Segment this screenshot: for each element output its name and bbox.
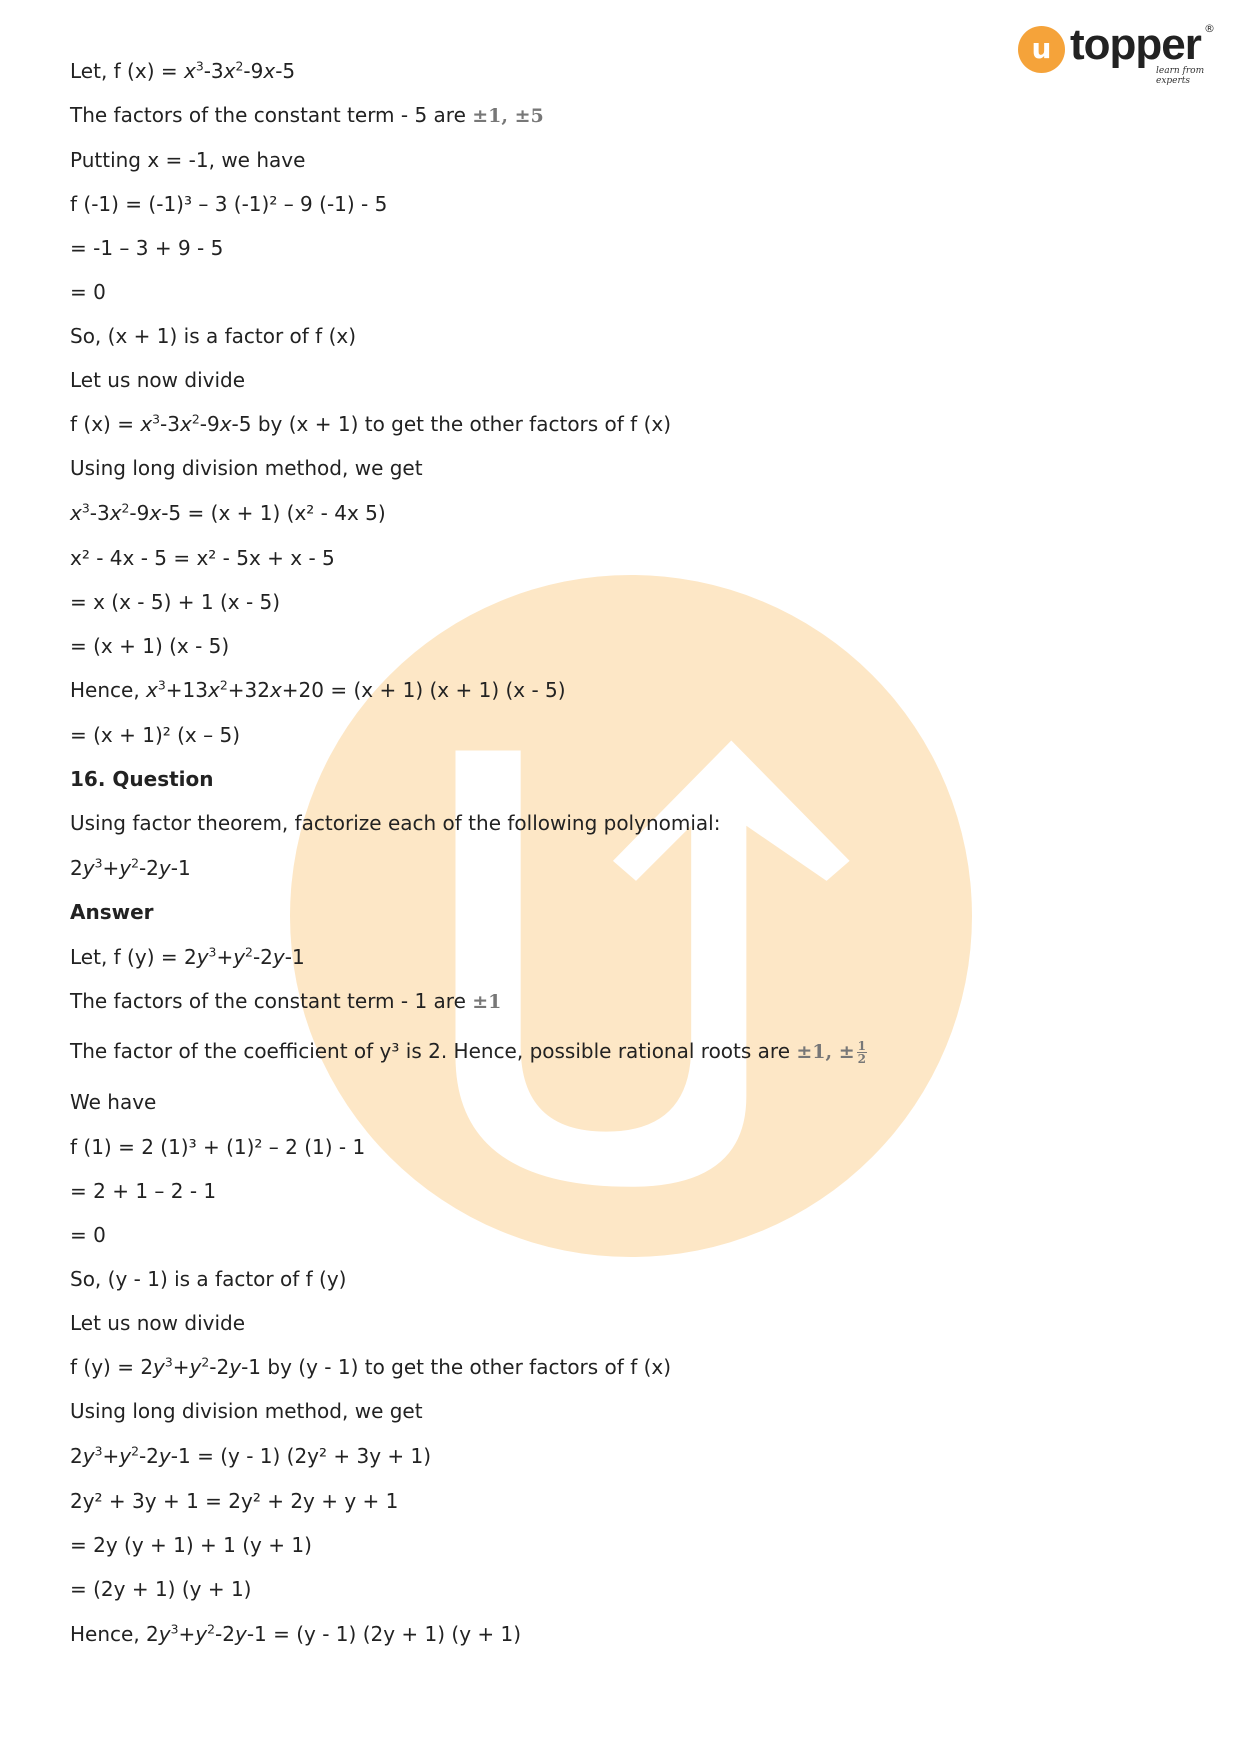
line-split-y: 2y² + 3y + 1 = 2y² + 2y + y + 1 (70, 1489, 399, 1513)
registered-mark: ® (1204, 22, 1215, 35)
line-let-fy: Let, f $(y) = 2y^3+y^2-2y-1$ (70, 944, 305, 969)
line-quotient: $x^3-3x^2-9x-5 = (x + 1)$ (x² - 4x 5) (70, 500, 386, 525)
logo-tagline: learn from experts (1156, 66, 1205, 86)
line-f1: f (1) = 2 (1)³ + (1)² – 2 (1) - 1 (70, 1135, 366, 1159)
line-let-fx: Let, f $(x) = x^3-3x^2-9x-5$ (70, 58, 296, 83)
logo-wordmark: topper (1070, 20, 1201, 69)
line-putting: Putting x = -1, we have (70, 148, 306, 172)
question-polynomial: $2y^3+y^2-2y-1$ (70, 855, 191, 880)
line-divide: Let us now divide (70, 368, 246, 392)
question-text: Using factor theorem, factorize each of the following polynomial: (70, 811, 721, 835)
line-group: = x (x - 5) + 1 (x - 5) (70, 590, 281, 614)
line-rational-roots: The factor of the coefficient of y³ is 2. Hence, possible rational roots are ±1, ± $\frac{1}{2}$ (70, 1039, 867, 1066)
line-fy-divide: f $(y) = 2y^3+y^2-2y-1$ by (y - 1) to get the other factors of f (x) (70, 1354, 672, 1379)
logo-u-icon: u (1018, 26, 1065, 73)
line-zero-y: = 0 (70, 1223, 106, 1247)
line-constant-factors: The factors of the constant term - 5 are ±1, ±5 (70, 103, 544, 127)
line-long-division-y: Using long division method, we get (70, 1399, 423, 1423)
line-f-minus1: f (-1) = (-1)³ – 3 (-1)² – 9 (-1) - 5 (70, 192, 388, 216)
line-split: x² - 4x - 5 = x² - 5x + x - 5 (70, 546, 335, 570)
line-fx-divide: f $(x) = x^3-3x^2-9x-5$ by (x + 1) to get the other factors of f (x) (70, 411, 672, 436)
line-factor-y1: So, (y - 1) is a factor of f (y) (70, 1267, 347, 1291)
line-group-y: = 2y (y + 1) + 1 (y + 1) (70, 1533, 312, 1557)
line-factored-y: = (2y + 1) (y + 1) (70, 1577, 252, 1601)
line-final-x: = (x + 1)² (x – 5) (70, 723, 241, 747)
line-hence-y: Hence, $2y^3+y^2-2y-1 = (y - 1) (2y + 1) (y + 1)$ (70, 1621, 522, 1646)
line-hence-x: Hence, $x^3+13x^2+32x+20 = (x + 1) (x + 1)$ (x - 5) (70, 677, 566, 702)
line-constant-factors-y: The factors of the constant term - 1 are ±1 (70, 989, 502, 1013)
fraction-half: $\frac{1}{2}$ (857, 1039, 867, 1066)
line-factored: = (x + 1) (x - 5) (70, 634, 230, 658)
line-eval: = -1 – 3 + 9 - 5 (70, 236, 224, 260)
line-factor-x1: So, (x + 1) is a factor of f (x) (70, 324, 357, 348)
question-heading: 16. Question (70, 767, 214, 791)
topper-logo (1018, 20, 1218, 85)
line-we-have: We have (70, 1090, 157, 1114)
line-eval-y: = 2 + 1 – 2 - 1 (70, 1179, 217, 1203)
line-zero: = 0 (70, 280, 106, 304)
line-long-division: Using long division method, we get (70, 456, 423, 480)
line-divide-y: Let us now divide (70, 1311, 246, 1335)
answer-heading: Answer (70, 900, 154, 924)
line-quotient-y: $2y^3+y^2-2y-1 = (y - 1) (2y^2 + 3y + 1)$ (70, 1443, 432, 1468)
